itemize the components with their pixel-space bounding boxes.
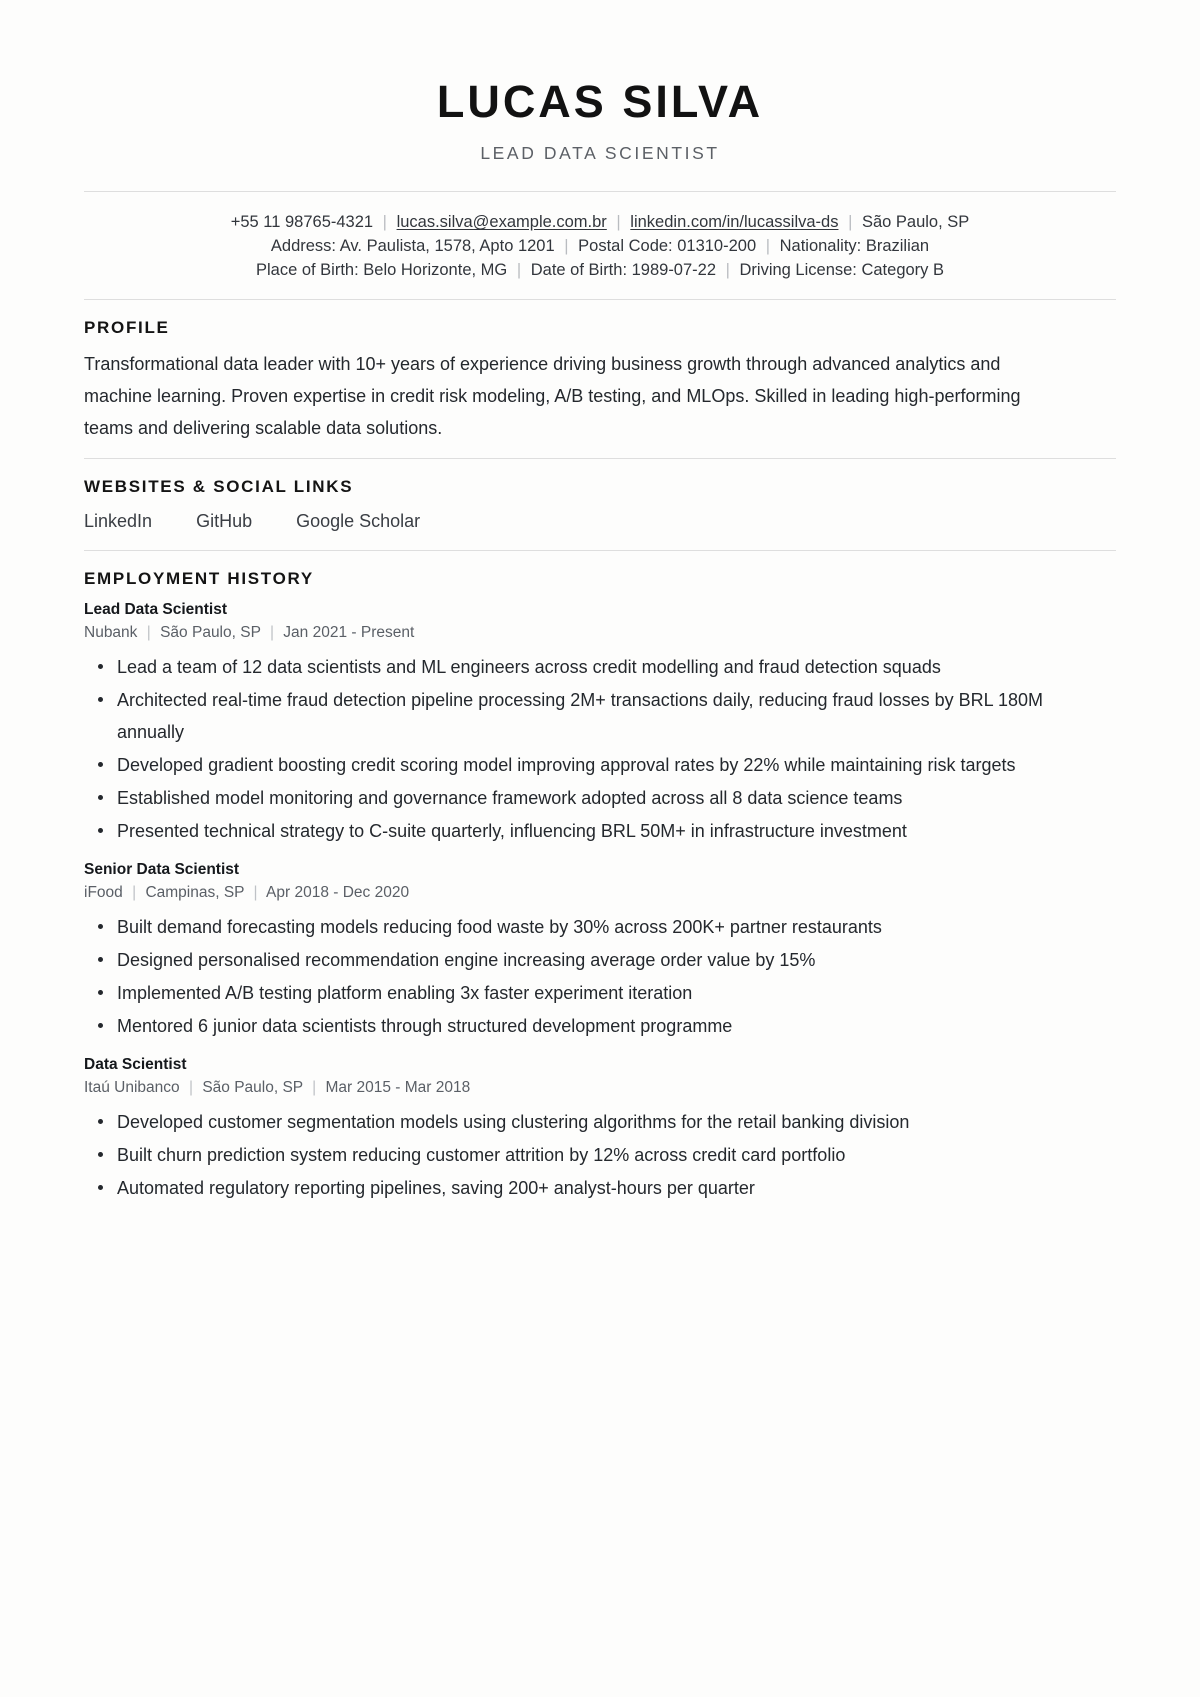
job-dates: Apr 2018 - Dec 2020 bbox=[266, 883, 410, 901]
job-bullet-list bbox=[84, 1106, 1116, 1204]
contact-separator: | bbox=[564, 237, 569, 255]
job-meta-separator: | bbox=[132, 883, 137, 901]
job-location: Campinas, SP bbox=[145, 883, 245, 901]
candidate-name: LUCAS SILVA bbox=[436, 76, 764, 127]
contact-nationality: Nationality: Brazilian bbox=[779, 237, 930, 255]
job-bullet: Developed gradient boosting credit scoring model improving approval rates by 22% while maintaining risk targets bbox=[84, 749, 1077, 781]
contact-email-link[interactable]: lucas.silva@example.com.br bbox=[396, 213, 607, 232]
contact-place-of-birth: Place of Birth: Belo Horizonte, MG bbox=[255, 260, 508, 279]
contact-date-of-birth: Date of Birth: 1989-07-22 bbox=[530, 260, 717, 279]
contact-block bbox=[84, 192, 1116, 298]
contact-separator: | bbox=[516, 260, 522, 279]
social-link-google-scholar[interactable]: Google Scholar bbox=[296, 510, 421, 531]
job-meta-separator: | bbox=[253, 883, 258, 901]
job-bullet: Presented technical strategy to C-suite quarterly, influencing BRL 50M+ in infrastructure investment bbox=[84, 815, 1077, 847]
contact-phone: +55 11 98765-4321 bbox=[230, 213, 374, 232]
employment-list bbox=[84, 601, 1116, 1204]
job-meta-separator: | bbox=[188, 1078, 193, 1096]
job-meta bbox=[84, 624, 1116, 642]
section-employment bbox=[84, 551, 1116, 1204]
job-role: Data Scientist bbox=[84, 1055, 187, 1073]
job-company: Itaú Unibanco bbox=[84, 1078, 180, 1096]
job-bullet: Established model monitoring and governance framework adopted across all 8 data science teams bbox=[84, 782, 1077, 814]
contact-line-primary bbox=[84, 211, 1116, 235]
websites-heading: WEBSITES & SOCIAL LINKS bbox=[84, 476, 354, 496]
contact-line-address bbox=[84, 235, 1116, 259]
job-bullet-list bbox=[84, 651, 1116, 847]
profile-heading: PROFILE bbox=[84, 317, 170, 337]
job-bullet: Automated regulatory reporting pipelines, saving 200+ analyst-hours per quarter bbox=[84, 1172, 1077, 1204]
job-bullet: Mentored 6 junior data scientists through structured development programme bbox=[84, 1010, 1077, 1042]
job-meta bbox=[84, 884, 1116, 902]
social-link-github[interactable]: GitHub bbox=[196, 510, 253, 531]
job-bullet: Built churn prediction system reducing customer attrition by 12% across credit card portfolio bbox=[84, 1139, 1077, 1171]
job-meta-separator: | bbox=[269, 623, 274, 641]
contact-linkedin-link[interactable]: linkedin.com/in/lucassilva-ds bbox=[630, 213, 839, 232]
job-meta-separator: | bbox=[146, 623, 151, 641]
job-bullet: Implemented A/B testing platform enabling 3x faster experiment iteration bbox=[84, 977, 1077, 1009]
job-meta-separator: | bbox=[312, 1078, 317, 1096]
job-location: São Paulo, SP bbox=[160, 623, 261, 641]
contact-separator: | bbox=[616, 213, 621, 232]
job-location: São Paulo, SP bbox=[202, 1078, 303, 1096]
job-bullet: Lead a team of 12 data scientists and ML engineers across credit modelling and fraud detection squads bbox=[84, 651, 1077, 683]
job-company: Nubank bbox=[84, 623, 138, 641]
employment-heading: EMPLOYMENT HISTORY bbox=[84, 568, 314, 588]
social-link-linkedin[interactable]: LinkedIn bbox=[84, 510, 153, 531]
section-websites bbox=[84, 459, 1116, 550]
candidate-job-title: LEAD DATA SCIENTIST bbox=[480, 143, 720, 164]
job-role: Lead Data Scientist bbox=[84, 600, 227, 618]
employment-entry bbox=[84, 1056, 1116, 1204]
contact-separator: | bbox=[725, 260, 730, 279]
job-role: Senior Data Scientist bbox=[84, 860, 240, 878]
job-bullet: Developed customer segmentation models using clustering algorithms for the retail banking division bbox=[84, 1106, 1077, 1138]
employment-entry bbox=[84, 601, 1116, 847]
job-bullet: Built demand forecasting models reducing food waste by 30% across 200K+ partner restaurants bbox=[84, 911, 1077, 943]
contact-postal-code: Postal Code: 01310-200 bbox=[578, 237, 757, 255]
job-bullet: Designed personalised recommendation engine increasing average order value by 15% bbox=[84, 944, 1077, 976]
job-bullet-list bbox=[84, 911, 1116, 1042]
section-profile bbox=[84, 300, 1116, 458]
contact-address: Address: Av. Paulista, 1578, Apto 1201 bbox=[270, 237, 555, 255]
job-dates: Mar 2015 - Mar 2018 bbox=[325, 1078, 471, 1096]
job-meta bbox=[84, 1079, 1116, 1097]
job-bullet: Architected real-time fraud detection pipeline processing 2M+ transactions daily, reducing fraud losses by BRL 180M annually bbox=[84, 684, 1077, 748]
profile-text: Transformational data leader with 10+ years of experience driving business growth through advanced analytics and machine learning. Proven expertise in credit risk modeling, A/B testing, and MLOps. Skilled in leading high-performing teams and delivering scalable data solutions. bbox=[84, 353, 1021, 438]
contact-separator: | bbox=[765, 237, 771, 255]
contact-driving-license: Driving License: Category B bbox=[739, 260, 945, 279]
contact-line-personal bbox=[84, 259, 1116, 283]
employment-entry bbox=[84, 861, 1116, 1042]
contact-separator: | bbox=[382, 213, 387, 232]
contact-location: São Paulo, SP bbox=[861, 213, 970, 232]
resume-header bbox=[84, 78, 1116, 164]
job-company: iFood bbox=[84, 883, 123, 901]
job-dates: Jan 2021 - Present bbox=[283, 623, 415, 641]
social-links-row bbox=[84, 511, 1116, 536]
contact-separator: | bbox=[848, 213, 853, 232]
